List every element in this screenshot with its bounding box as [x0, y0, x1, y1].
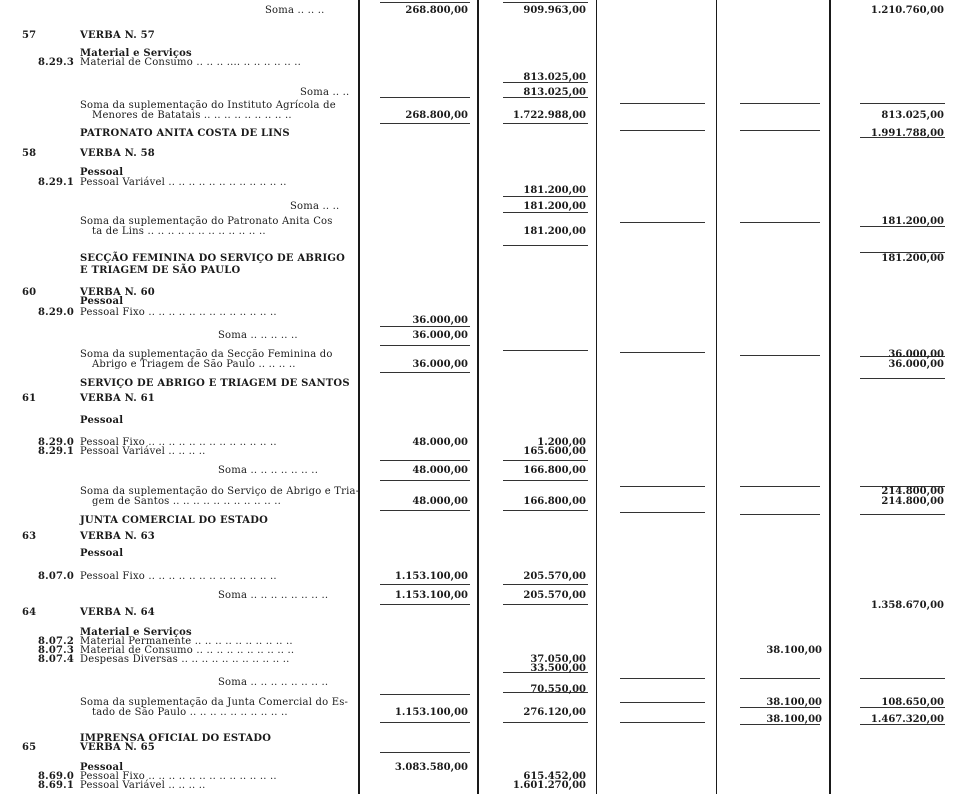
- amount-c2: 1.601.270,00: [512, 780, 586, 791]
- line-description: Material de Consumo .. .. .. .... .. .. .. .. .. ..: [80, 57, 302, 68]
- section-heading: SECÇÃO FEMININA DO SERVIÇO DE ABRIGO: [80, 253, 346, 264]
- total-rule: [503, 2, 588, 3]
- section-heading: JUNTA COMERCIAL DO ESTADO: [80, 515, 269, 526]
- amount-c5: 813.025,00: [881, 110, 944, 121]
- total-rule: [620, 678, 705, 679]
- amount-c2: 1.722.988,00: [512, 110, 586, 121]
- verba-number: 58: [22, 148, 37, 159]
- total-rule: [380, 480, 470, 481]
- total-rule: [380, 752, 470, 753]
- amount-c5: 214.800,00: [881, 496, 944, 507]
- verba-number: 63: [22, 531, 37, 542]
- item-code: 8.69.0: [38, 771, 74, 782]
- column-rule: [596, 0, 597, 794]
- amount-c2: 181.200,00: [523, 201, 586, 212]
- section-heading: VERBA N. 63: [80, 531, 155, 542]
- amount-c5: 1.358.670,00: [870, 600, 944, 611]
- amount-c4: 38.100,00: [766, 697, 822, 708]
- section-heading: VERBA N. 64: [80, 607, 155, 618]
- item-code: 8.29.1: [38, 446, 74, 457]
- total-rule: [503, 510, 588, 511]
- total-rule: [503, 604, 588, 605]
- line-description: Soma da suplementação do Patronato Anita Cos: [80, 216, 333, 227]
- section-heading: Pessoal: [80, 167, 124, 178]
- total-rule: [380, 694, 470, 695]
- amount-c5: 36.000,00: [888, 359, 944, 370]
- total-rule: [740, 355, 820, 356]
- item-code: 8.07.2: [38, 636, 74, 647]
- line-description: Menores de Batatais .. .. .. .. .. .. .. .. ..: [92, 110, 292, 121]
- section-heading: Material e Serviços: [80, 48, 192, 59]
- amount-c5: 1.991.788,00: [870, 128, 944, 139]
- amount-c1: 48.000,00: [412, 496, 468, 507]
- section-heading: PATRONATO ANITA COSTA DE LINS: [80, 128, 290, 139]
- section-heading: VERBA N. 65: [80, 742, 155, 753]
- amount-c2: 615.452,00: [523, 771, 586, 782]
- total-rule: [380, 584, 470, 585]
- item-code: 8.29.1: [38, 177, 74, 188]
- line-description: Soma da suplementação da Junta Comercial do Es-: [80, 697, 349, 708]
- line-description: Pessoal Fixo .. .. .. .. .. .. .. .. .. .. .. .. ..: [80, 571, 277, 582]
- line-description: Material Permanente .. .. .. .. .. .. .. .. .. ..: [80, 636, 293, 647]
- amount-c2: 813.025,00: [523, 72, 586, 83]
- amount-c2: 37.050,00: [530, 654, 586, 665]
- amount-c2: 181.200,00: [523, 185, 586, 196]
- amount-c1: 1.153.100,00: [394, 571, 468, 582]
- total-rule: [620, 486, 705, 487]
- amount-c2: 909.963,00: [523, 5, 586, 16]
- line-description: Pessoal Fixo .. .. .. .. .. .. .. .. .. .. .. .. ..: [80, 771, 277, 782]
- item-code: 8.69.1: [38, 780, 74, 791]
- section-heading: Pessoal: [80, 296, 124, 307]
- total-rule: [620, 512, 705, 513]
- line-description: Soma .. .. .. .. .. .. .. ..: [218, 677, 329, 688]
- amount-c4: 38.100,00: [766, 714, 822, 725]
- total-rule: [860, 103, 945, 104]
- amount-c1: 3.083.580,00: [394, 762, 468, 773]
- total-rule: [380, 722, 470, 723]
- amount-c2: 33.500,00: [530, 663, 586, 674]
- item-code: 8.07.3: [38, 645, 74, 656]
- line-description: Soma .. .. .. .. .. .. ..: [218, 465, 319, 476]
- total-rule: [503, 245, 588, 246]
- amount-c5: 214.800,00: [881, 486, 944, 497]
- line-description: Soma da suplementação do Instituto Agrícola de: [80, 100, 336, 111]
- total-rule: [380, 2, 470, 3]
- total-rule: [620, 130, 705, 131]
- item-code: 8.07.0: [38, 571, 74, 582]
- amount-c2: 276.120,00: [523, 707, 586, 718]
- line-description: Soma .. ..: [300, 87, 350, 98]
- line-description: tado de São Paulo .. .. .. .. .. .. .. .. .. ..: [92, 707, 288, 718]
- line-description: gem de Santos .. .. .. .. .. .. .. .. .. .. ..: [92, 496, 281, 507]
- section-heading: Material e Serviços: [80, 627, 192, 638]
- column-rule: [829, 0, 831, 794]
- total-rule: [620, 702, 705, 703]
- line-description: Pessoal Variável .. .. .. ..: [80, 446, 206, 457]
- section-heading: VERBA N. 60: [80, 287, 155, 298]
- total-rule: [380, 97, 470, 98]
- amount-c1: 36.000,00: [412, 359, 468, 370]
- amount-c5: 181.200,00: [881, 253, 944, 264]
- total-rule: [380, 460, 470, 461]
- line-description: Material de Consumo .. .. .. .. .. .. .. .. .. ..: [80, 645, 295, 656]
- line-description: Soma .. .. ..: [265, 5, 325, 16]
- total-rule: [503, 722, 588, 723]
- total-rule: [860, 378, 945, 379]
- line-description: Pessoal Fixo .. .. .. .. .. .. .. .. .. .. .. .. ..: [80, 437, 277, 448]
- section-heading: SERVIÇO DE ABRIGO E TRIAGEM DE SANTOS: [80, 378, 350, 389]
- line-description: Soma .. .. .. .. .. .. .. ..: [218, 590, 329, 601]
- amount-c1: 268.800,00: [405, 110, 468, 121]
- total-rule: [380, 604, 470, 605]
- amount-c2: 166.800,00: [523, 496, 586, 507]
- total-rule: [503, 480, 588, 481]
- total-rule: [620, 722, 705, 723]
- section-heading: Pessoal: [80, 548, 124, 559]
- amount-c5: 181.200,00: [881, 216, 944, 227]
- amount-c2: 813.025,00: [523, 87, 586, 98]
- section-heading: VERBA N. 61: [80, 393, 155, 404]
- verba-number: 65: [22, 742, 37, 753]
- column-rule: [477, 0, 479, 794]
- total-rule: [740, 222, 820, 223]
- total-rule: [620, 352, 705, 353]
- amount-c5: 108.650,00: [881, 697, 944, 708]
- item-code: 8.29.0: [38, 307, 74, 318]
- section-heading: IMPRENSA OFICIAL DO ESTADO: [80, 733, 272, 744]
- amount-c1: 48.000,00: [412, 437, 468, 448]
- total-rule: [380, 326, 470, 327]
- amount-c2: 166.800,00: [523, 465, 586, 476]
- section-heading: VERBA N. 57: [80, 30, 155, 41]
- amount-c2: 70.550,00: [530, 684, 586, 695]
- amount-c1: 268.800,00: [405, 5, 468, 16]
- line-description: Pessoal Variável .. .. .. ..: [80, 780, 206, 791]
- amount-c1: 36.000,00: [412, 330, 468, 341]
- item-code: 8.29.0: [38, 437, 74, 448]
- verba-number: 61: [22, 393, 37, 404]
- line-description: Abrigo e Triagem de São Paulo .. .. .. ..: [92, 359, 296, 370]
- total-rule: [380, 123, 470, 124]
- section-heading: Pessoal: [80, 415, 124, 426]
- section-heading: VERBA N. 58: [80, 148, 155, 159]
- verba-number: 57: [22, 30, 37, 41]
- total-rule: [503, 584, 588, 585]
- line-description: Soma da suplementação do Serviço de Abrigo e Tria-: [80, 486, 360, 497]
- amount-c1: 1.153.100,00: [394, 590, 468, 601]
- total-rule: [380, 372, 470, 373]
- total-rule: [503, 123, 588, 124]
- section-heading: E TRIAGEM DE SÃO PAULO: [80, 265, 241, 276]
- amount-c5: 36.000,00: [888, 349, 944, 360]
- column-rule: [716, 0, 717, 794]
- total-rule: [503, 460, 588, 461]
- amount-c1: 1.153.100,00: [394, 707, 468, 718]
- total-rule: [740, 678, 820, 679]
- total-rule: [860, 514, 945, 515]
- line-description: Pessoal Variável .. .. .. .. .. .. .. .. .. .. .. ..: [80, 177, 287, 188]
- line-description: Soma .. .. .. .. ..: [218, 330, 298, 341]
- verba-number: 64: [22, 607, 37, 618]
- total-rule: [380, 345, 470, 346]
- amount-c2: 165.600,00: [523, 446, 586, 457]
- total-rule: [740, 514, 820, 515]
- total-rule: [620, 103, 705, 104]
- amount-c2: 181.200,00: [523, 226, 586, 237]
- line-description: Pessoal Fixo .. .. .. .. .. .. .. .. .. .. .. .. ..: [80, 307, 277, 318]
- section-heading: Pessoal: [80, 762, 124, 773]
- amount-c1: 36.000,00: [412, 315, 468, 326]
- line-description: ta de Lins .. .. .. .. .. .. .. .. .. .. .. ..: [92, 226, 266, 237]
- line-description: Soma .. ..: [290, 201, 340, 212]
- line-description: Despesas Diversas .. .. .. .. .. .. .. .. .. .. ..: [80, 654, 290, 665]
- amount-c2: 205.570,00: [523, 590, 586, 601]
- total-rule: [740, 130, 820, 131]
- total-rule: [503, 350, 588, 351]
- total-rule: [740, 486, 820, 487]
- item-code: 8.07.4: [38, 654, 74, 665]
- total-rule: [503, 196, 588, 197]
- amount-c5: 1.210.760,00: [870, 5, 944, 16]
- total-rule: [860, 678, 945, 679]
- amount-c4: 38.100,00: [766, 645, 822, 656]
- line-description: Soma da suplementação da Secção Feminina do: [80, 349, 333, 360]
- amount-c2: 1.200,00: [537, 437, 586, 448]
- amount-c5: 1.467.320,00: [870, 714, 944, 725]
- column-rule: [358, 0, 360, 794]
- total-rule: [740, 103, 820, 104]
- amount-c1: 48.000,00: [412, 465, 468, 476]
- verba-number: 60: [22, 287, 37, 298]
- total-rule: [620, 222, 705, 223]
- item-code: 8.29.3: [38, 57, 74, 68]
- total-rule: [503, 212, 588, 213]
- amount-c2: 205.570,00: [523, 571, 586, 582]
- total-rule: [380, 510, 470, 511]
